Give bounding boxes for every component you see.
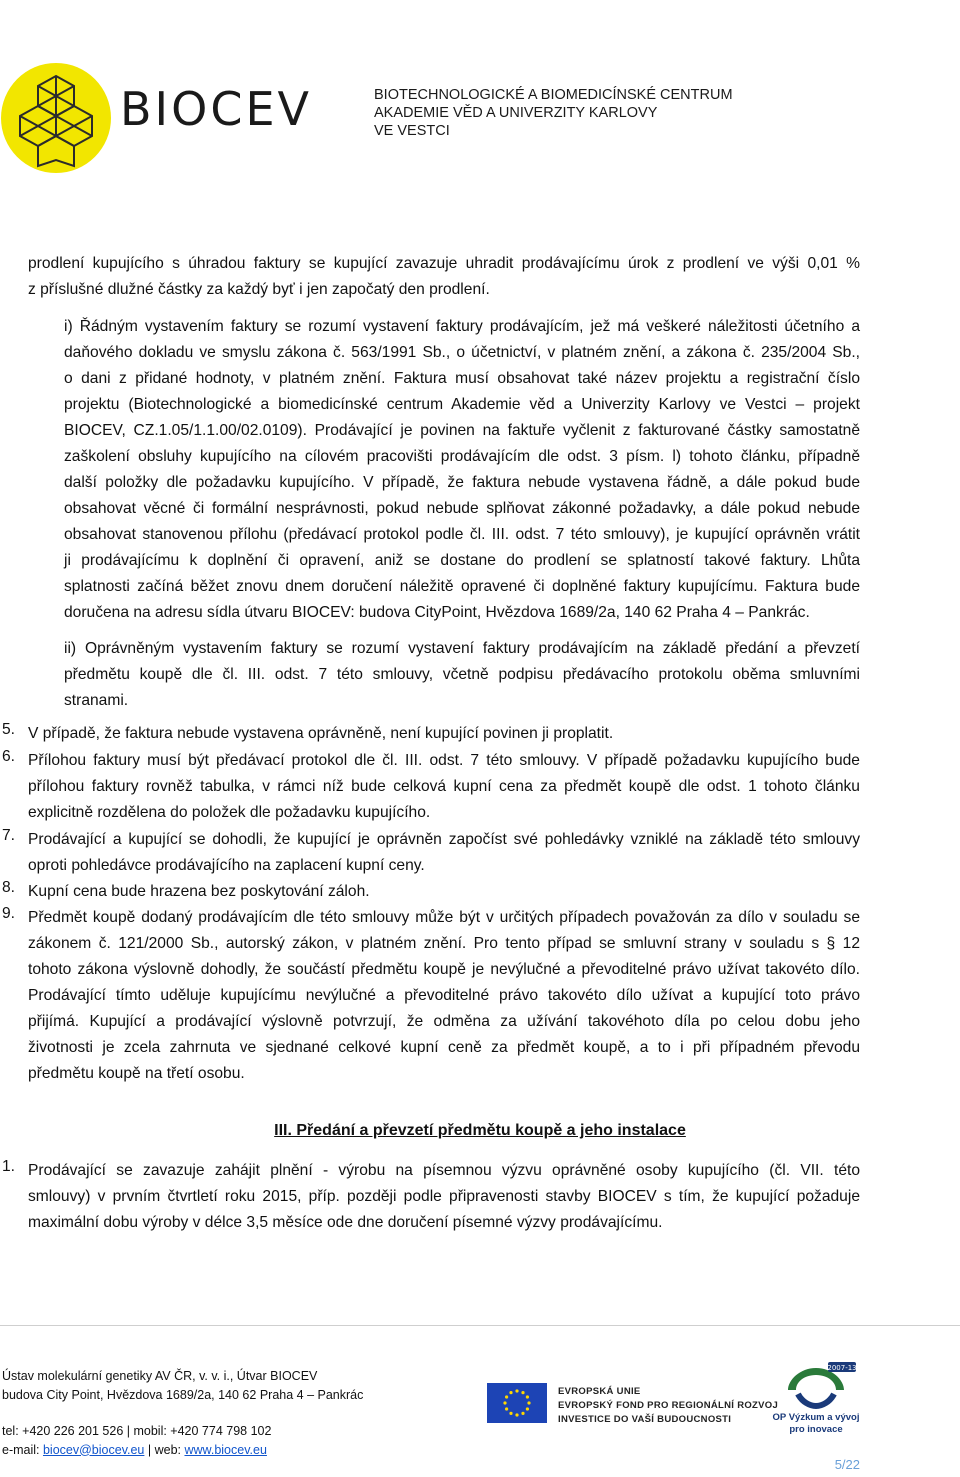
page-footer — [2, 1367, 363, 1459]
footer-phone: tel: +420 226 201 526 | mobil: +420 774 798 102 — [2, 1424, 272, 1438]
footer-address: budova City Point, Hvězdova 1689/2a, 140 62 Praha 4 – Pankrác — [2, 1387, 364, 1402]
list-item — [28, 748, 860, 826]
email-label: e-mail: — [2, 1442, 43, 1457]
eu-text-line: EVROPSKÝ FOND PRO REGIONÁLNÍ ROZVOJ — [558, 1400, 779, 1411]
text-line: explicitně rozdělena do položek dle požadavku kupujícího. — [28, 804, 431, 821]
list-item — [28, 721, 860, 747]
item-number: 1. — [2, 1158, 16, 1175]
footer-divider — [0, 1325, 960, 1326]
institution-line: BIOTECHNOLOGICKÉ A BIOMEDICÍNSKÉ CENTRUM — [374, 87, 733, 103]
text-line: Prodávající a kupující se dohodli, že kupující je oprávněn započíst své pohledávky vzniklé na základě této smlouvy — [28, 831, 860, 848]
paragraph-authorized-invoice — [64, 636, 860, 714]
page-header — [0, 0, 960, 175]
text-line: doručena na adresu sídla útvaru BIOCEV: budova CityPoint, Hvězdova 1689/2a, 140 62 Praha 4 – Pankrác. — [64, 604, 810, 621]
eu-flag-icon — [487, 1383, 547, 1423]
text-line: maximální dobu výroby v délce 3,5 měsíce ode dne doručení písemné výzvy prodávajícímu. — [28, 1214, 663, 1231]
text-line: životnosti je zcela zahrnuta ve sjednané celkové kupní ceně za předmět koupě, a to i při případném převodu — [28, 1039, 860, 1056]
list-item — [28, 879, 860, 905]
list-item — [28, 827, 860, 879]
biocev-logo — [0, 62, 312, 174]
text-line: tohoto zákona výslovně dohodly, že součástí předmětu koupě je nevýlučné a převoditelné právo užívat takovéto dílo. — [28, 961, 860, 978]
text-line: smlouvy) v prvním čtvrtletí roku 2015, příp. později podle připravenosti stavby BIOCEV s tím, že kupující požaduje — [28, 1188, 860, 1205]
footer-institution: Ústav molekulární genetiky AV ČR, v. v. i., Útvar BIOCEV — [2, 1369, 318, 1383]
text-line: oproti pohledávce prodávajícího na zaplacení kupní ceny. — [28, 857, 425, 874]
text-line: daňového dokladu ve smyslu zákona č. 563/1991 Sb., o účetnictví, v platném znění, a zákona č. 235/2004 Sb., — [64, 344, 860, 361]
paragraph-proper-invoice — [64, 314, 860, 626]
text-line: předmětu koupě na třetí osobu. — [28, 1065, 245, 1082]
text-line: splatnosti začíná běžet znovu dnem doručení náležitě opravené či doplněné faktury kupujícímu. Faktura bude — [64, 578, 860, 595]
text-line: z příslušné dlužné částky za každý byť i jen započatý den prodlení. — [28, 281, 490, 298]
text-line: přílohou faktury rovněž tabulka, v rámci níž bude celková kupní cena za předmět koupě dle odst. 1 tohoto článku — [28, 778, 860, 795]
institution-name — [374, 86, 733, 140]
logo-wordmark: BIOCEV — [120, 82, 312, 136]
text-line: Přílohou faktury musí být předávací protokol dle čl. III. odst. 7 této smlouvy. V případě požadavku kupujícího bude — [28, 752, 860, 769]
email-link[interactable]: biocev@biocev.eu — [42, 1442, 145, 1457]
text-line: i) Řádným vystavením faktury se rozumí vystavení faktury prodávajícím, jež má veškeré náležitosti účetního a — [64, 318, 860, 335]
institution-line: AKADEMIE VĚD A UNIVERZITY KARLOVY — [374, 105, 658, 121]
text-line: obsahovat stanovenou přílohu (předávací protokol podle čl. III. odst. 7 této smlouvy), je kupující oprávněn vrátit — [64, 526, 860, 543]
section-heading: III. Předání a převzetí předmětu koupě a jeho instalace — [274, 1122, 686, 1139]
text-line: stranami. — [64, 692, 129, 709]
text-line: V případě, že faktura nebude vystavena oprávněně, není kupující povinen ji proplatit. — [28, 725, 614, 742]
text-line: zaškolení obsluhy kupujícího na cílovém pracovišti prodávajícím dle odst. 3 písm. l) tohoto článku, případně — [64, 448, 860, 465]
op-program-text — [770, 1412, 862, 1436]
item-number: 9. — [2, 905, 16, 922]
text-line: předmětu koupě dle čl. III. odst. 7 této smlouvy, včetně podpisu předávacího protokolu oběma smluvními — [64, 666, 860, 683]
item-number: 8. — [2, 879, 16, 896]
text-line: projektu (Biotechnologické a biomedicínské centrum Akademie věd a Univerzity Karlovy ve Vestci – projekt — [64, 396, 860, 413]
paragraph-late-payment — [28, 251, 860, 303]
text-line: prodlení kupujícího s úhradou faktury se kupující zavazuje uhradit prodávajícímu úrok z prodlení ve výši 0,01 % — [28, 255, 860, 272]
eu-text-line: INVESTICE DO VAŠÍ BUDOUCNOSTI — [558, 1414, 732, 1425]
op-text-line: pro inovace — [789, 1424, 843, 1435]
eu-funding-text — [558, 1385, 778, 1427]
op-years-text: 2007-13 — [827, 1364, 857, 1372]
text-line: Prodávající tímto uděluje kupujícímu nevýlučné a převoditelné právo takovéto dílo užívat a kupující toto právo — [28, 987, 860, 1004]
page-number: 5/22 — [834, 1457, 860, 1472]
list-item — [28, 905, 860, 1087]
footer-contact — [2, 1441, 363, 1460]
eu-text-line: EVROPSKÁ UNIE — [558, 1386, 641, 1397]
text-line: ii) Oprávněným vystavením faktury se rozumí vystavení faktury prodávajícím na základě předání a převzetí — [64, 640, 860, 657]
text-line: ji prodávajícímu k doplnění či opravení, aniž se dostane do prodlení se splatností takové faktury. Lhůta — [64, 552, 860, 569]
op-text-line: OP Výzkum a vývoj — [772, 1412, 860, 1423]
text-line: Předmět koupě dodaný prodávajícím dle této smlouvy může být v určitých případech považován za dílo v souladu se — [28, 909, 860, 926]
text-line: obsahovat věcné či formální nesprávnosti, pokud nebude splňovat zákonné požadavky, a dále pokud nebude — [64, 500, 860, 517]
web-label: | web: — [144, 1442, 185, 1457]
list-item — [28, 1158, 860, 1236]
text-line: BIOCEV, CZ.1.05/1.1.00/02.0109). Prodávající je povinen na faktuře vyčlenit z fakturované částky samostatně — [64, 422, 860, 439]
text-line: zákonem č. 121/2000 Sb., autorský zákon, v platném znění. Pro tento případ se smluvní strany v souladu s § 12 — [28, 935, 860, 952]
item-number: 6. — [2, 748, 16, 765]
text-line: přijímá. Kupující a prodávající výslovně potvrzují, že odměna za užívání takovéhoto díla po celou dobu jeho — [28, 1013, 860, 1030]
text-line: další položky dle požadavku kupujícího. V případě, že faktura nebude vystavena řádně, a dále pokud bude — [64, 474, 860, 491]
item-number: 7. — [2, 827, 16, 844]
institution-line: VE VESTCI — [374, 123, 450, 139]
text-line: Kupní cena bude hrazena bez poskytování záloh. — [28, 883, 370, 900]
text-line: Prodávající se zavazuje zahájit plnění - výrobu na písemnou výzvu oprávněné osoby kupujícího (čl. VII. této — [28, 1162, 860, 1179]
hexagon-logo-icon — [0, 62, 112, 174]
item-number: 5. — [2, 721, 16, 738]
web-link[interactable]: www.biocev.eu — [184, 1442, 267, 1457]
text-line: o dani z přidané hodnoty, v platném znění. Faktura musí obsahovat také název projektu a registrační číslo — [64, 370, 860, 387]
